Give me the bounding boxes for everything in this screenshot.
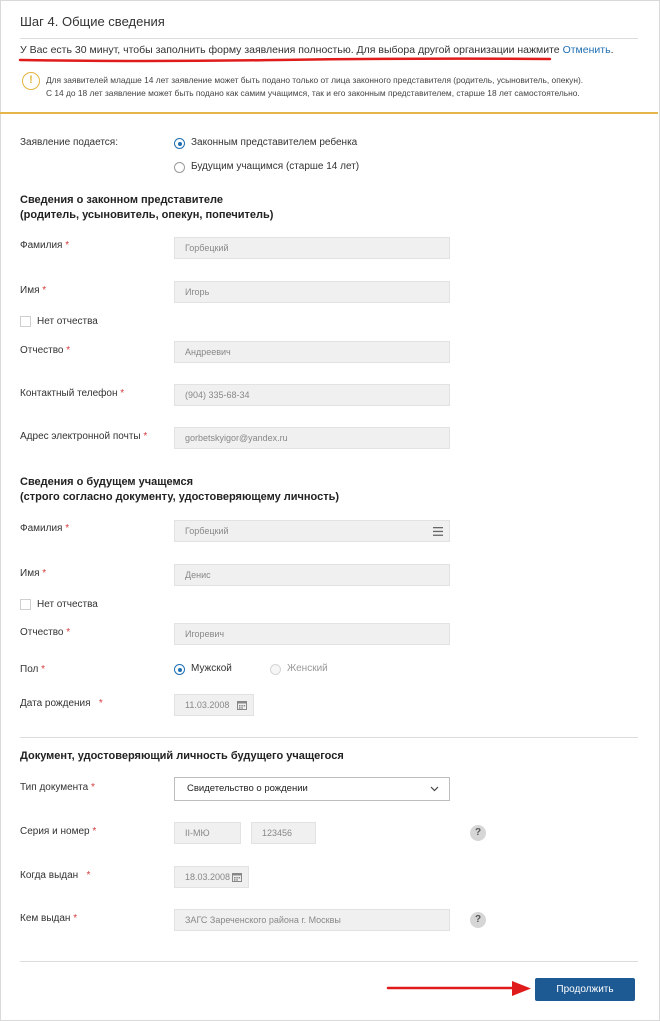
exclamation-icon: ! [22,72,40,90]
doc-type-select[interactable] [174,777,450,801]
student-lastname-label: Фамилия * [20,523,70,534]
page-title: Шаг 4. Общие сведения [20,14,165,29]
chevron-down-icon [430,786,439,792]
birthdate-value: 11.03.2008 [185,700,230,710]
document-heading: Документ, удостоверяющий личность будущего учащегося [20,750,344,762]
student-heading-line-2: (строго согласно документу, удостоверяющему личность) [20,491,340,503]
gender-label: Пол * [20,664,46,675]
timer-notice [20,44,613,56]
birthdate-label: Дата рождения * [20,698,103,709]
issuer-label: Кем выдан * [20,913,78,924]
rep-lastname-label: Фамилия * [20,240,70,251]
representative-heading [20,193,273,223]
cancel-link[interactable]: Отменить [562,44,611,56]
student-firstname-input[interactable]: Денис [174,564,450,586]
warning-line-2: С 14 до 18 лет заявление может быть подано как самим учащимся, так и его законным представителем, старше 18 лет самостоятельно. [46,88,580,98]
rep-email-input[interactable]: gorbetskyigor@yandex.ru [174,427,450,449]
student-no-patronymic-label[interactable]: Нет отчества [37,599,98,610]
menu-icon[interactable] [433,527,443,536]
student-lastname-input[interactable] [174,520,450,542]
birthdate-input[interactable] [174,694,254,716]
warning-line-1: Для заявителей младше 14 лет заявление может быть подано только от лица законного представителя (родитель, усыновитель, опекун). [46,75,584,85]
doc-number-input[interactable]: 123456 [251,822,316,844]
student-heading [20,475,339,505]
student-patronymic-label: Отчество * [20,627,71,638]
title-divider [20,38,638,39]
warning-divider [0,112,658,114]
warning-text [46,74,646,100]
rep-patronymic-input[interactable]: Андреевич [174,341,450,363]
rep-no-patronymic-checkbox[interactable] [20,316,31,327]
rep-no-patronymic-label[interactable]: Нет отчества [37,316,98,327]
timer-text: У Вас есть 30 минут, чтобы заполнить форму заявления полностью. Для выбора другой организации нажмите [20,44,563,56]
rep-phone-input[interactable]: (904) 335-68-34 [174,384,450,406]
issued-date-value: 18.03.2008 [185,872,231,882]
rep-email-label: Адрес электронной почты * [20,431,148,442]
rep-lastname-input[interactable]: Горбецкий [174,237,450,259]
radio-representative-label[interactable]: Законным представителем ребенка [191,137,358,148]
radio-gender-male-label[interactable]: Мужской [191,663,232,674]
rep-firstname-label: Имя * [20,285,47,296]
student-lastname-value: Горбецкий [185,526,229,536]
issued-date-label: Когда выдан * [20,870,91,881]
doc-type-label: Тип документа * [20,782,95,793]
continue-button[interactable]: Продолжить [535,978,635,1001]
footer-divider [20,961,638,962]
rep-phone-label: Контактный телефон * [20,388,125,399]
representative-heading-line-2: (родитель, усыновитель, опекун, попечитель) [20,209,274,221]
rep-firstname-input[interactable]: Игорь [174,281,450,303]
student-patronymic-input[interactable]: Игоревич [174,623,450,645]
issuer-help-icon[interactable]: ? [470,912,486,928]
radio-student-label[interactable]: Будущим учащимся (старше 14 лет) [191,161,360,172]
series-number-label: Серия и номер * [20,826,97,837]
red-underline-annotation [18,56,552,64]
radio-gender-male[interactable] [174,664,185,675]
radio-gender-female-label[interactable]: Женский [287,663,328,674]
calendar-icon[interactable] [237,700,247,710]
red-arrow-annotation [386,976,536,1000]
radio-gender-female[interactable] [270,664,281,675]
issuer-input[interactable]: ЗАГС Зареченского района г. Москвы [174,909,450,931]
calendar-icon[interactable] [232,872,242,882]
student-firstname-label: Имя * [20,568,47,579]
radio-student[interactable] [174,162,185,173]
issued-date-input[interactable] [174,866,249,888]
representative-heading-line-1: Сведения о законном представителе [20,194,223,206]
student-heading-line-1: Сведения о будущем учащемся [20,476,194,488]
rep-patronymic-label: Отчество * [20,345,71,356]
applicant-label: Заявление подается: [20,137,118,148]
radio-representative[interactable] [174,138,185,149]
timer-period: . [610,44,614,56]
student-no-patronymic-checkbox[interactable] [20,599,31,610]
doc-series-input[interactable]: II-МЮ [174,822,241,844]
document-divider [20,737,638,738]
series-help-icon[interactable]: ? [470,825,486,841]
doc-type-value: Свидетельство о рождении [187,783,308,794]
